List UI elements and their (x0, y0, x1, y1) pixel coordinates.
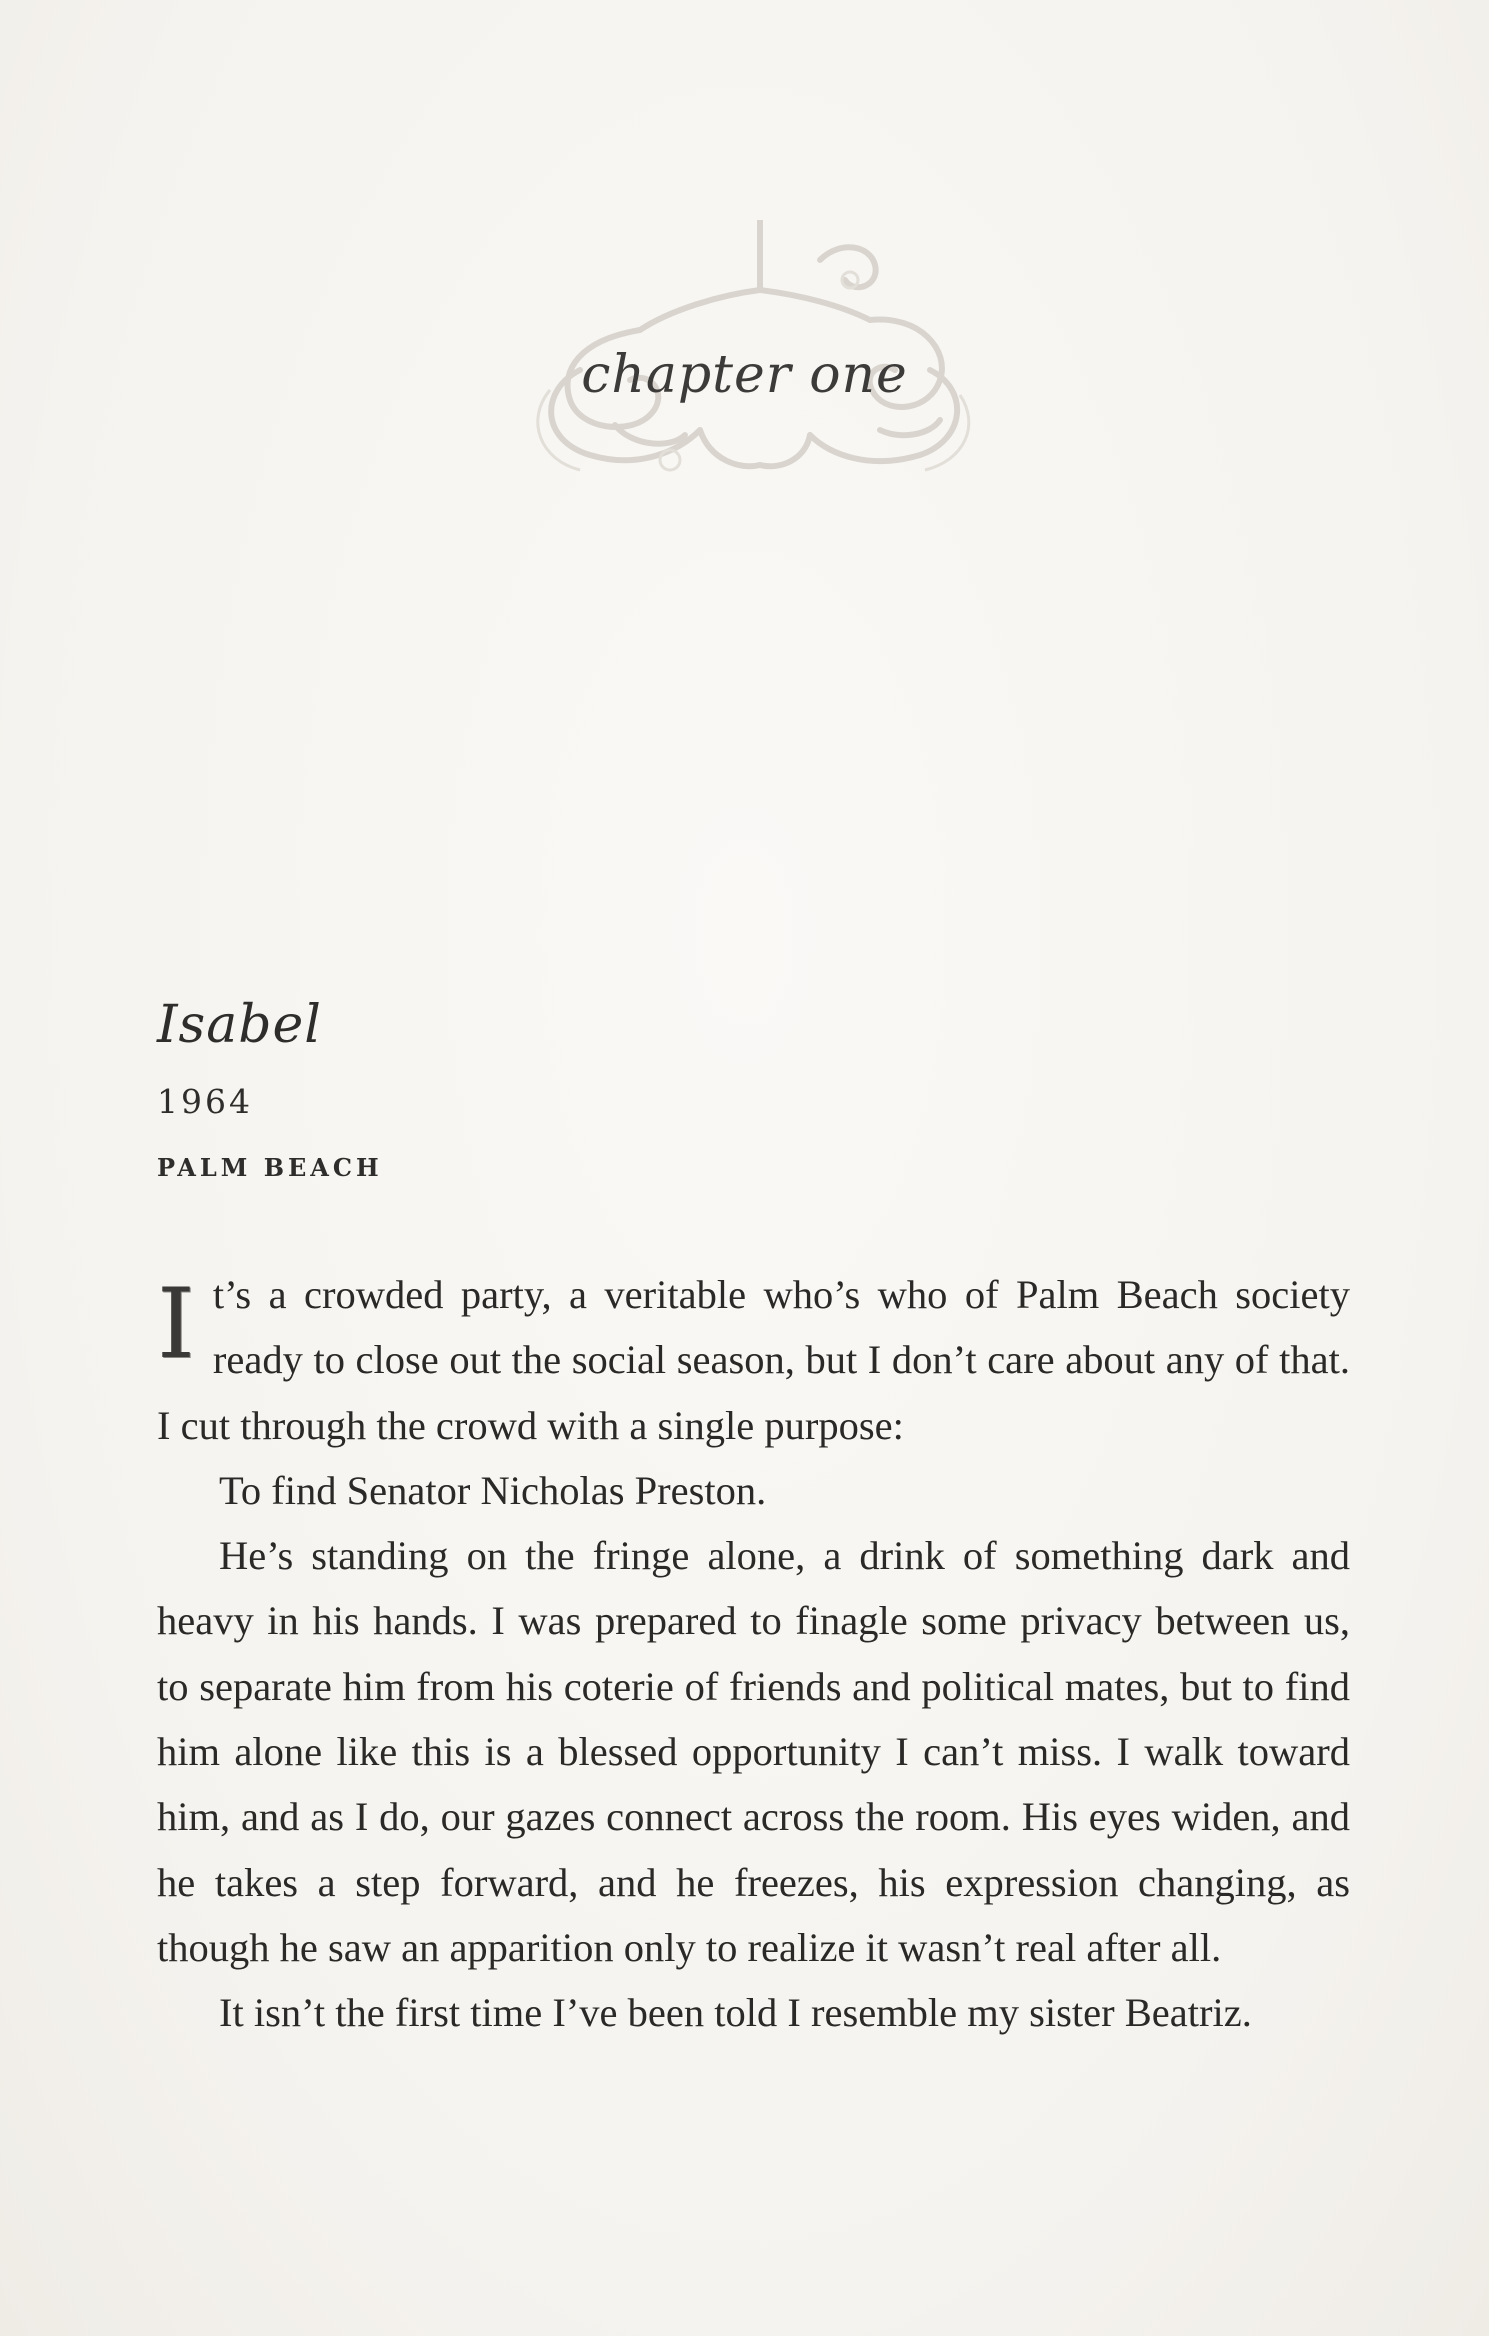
narrator-name: Isabel (157, 995, 322, 1055)
chapter-body-text (157, 1262, 1350, 2046)
paragraph-2: To find Senator Nicholas Preston. (219, 1467, 767, 1513)
opening-paragraph (157, 1262, 1350, 1458)
paragraph-4: It isn’t the first time I’ve been told I resemble my sister Beatriz. (219, 1990, 1252, 2036)
paragraph-3: He’s standing on the fringe alone, a drink of something dark and heavy in his hands. I was prepared to finagle some privacy between us, to separate him from his coterie of friends and political mates, but to find him alone like this is a blessed opportunity I can’t miss. I walk toward him, and as I do, our gazes connect across the room. His eyes widen, and he takes a step forward, and he freezes, his expression changing, as though he saw an apparition only to realize it wasn’t real after all. (157, 1533, 1350, 1970)
chapter-title: chapter one (581, 345, 908, 405)
section-place: PALM BEACH (157, 1153, 383, 1182)
section-year: 1964 (157, 1082, 253, 1121)
paragraph-1: t’s a crowded party, a veritable who’s who of Palm Beach society ready to close out the social season, but I don’t care about any of that. I cut through the crowd with a single purpose: (157, 1272, 1350, 1448)
drop-cap-letter: I (157, 1268, 195, 1380)
